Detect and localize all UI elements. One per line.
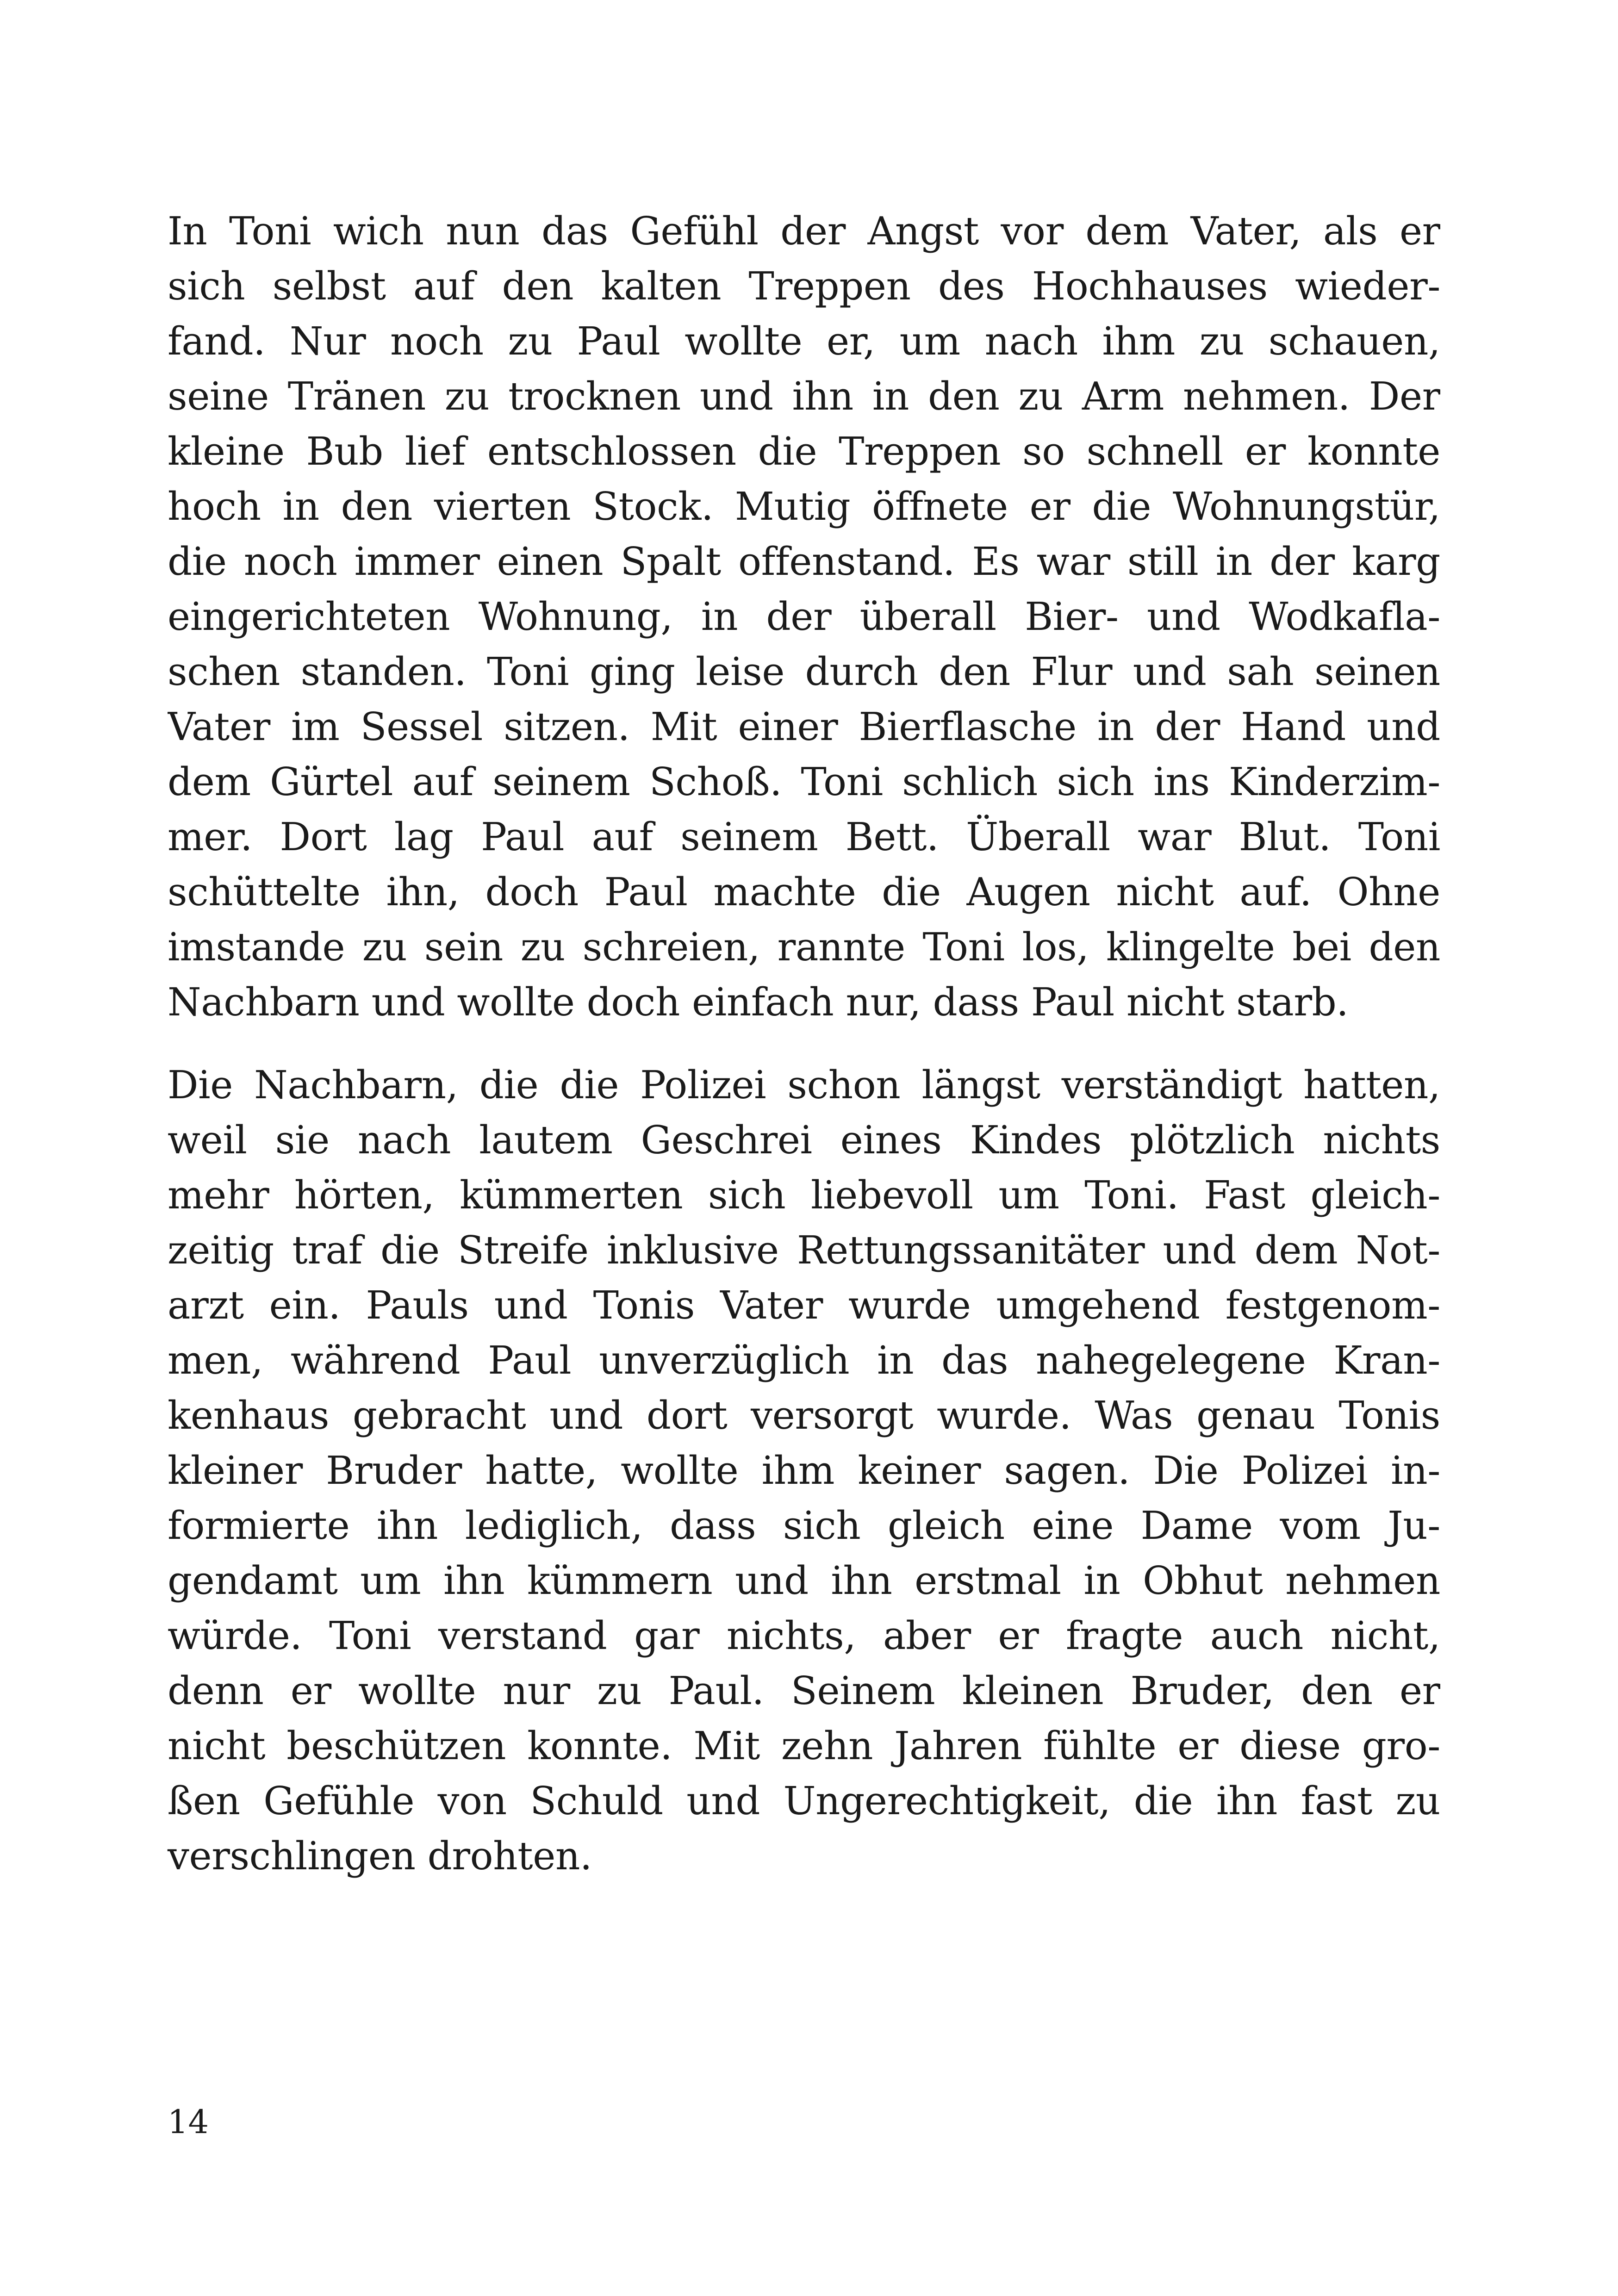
text-line: die noch immer einen Spalt offenstand. Es war still in der karg [168,539,1440,584]
text-line: seine Tränen zu trocknen und ihn in den zu Arm nehmen. Der [168,374,1440,419]
text-line: mehr hörten, kümmerten sich liebevoll um Toni. Fast gleich- [168,1173,1440,1218]
text-line: imstande zu sein zu schreien, rannte Toni los, klingelte bei den [168,925,1440,970]
text-line: würde. Toni verstand gar nichts, aber er fragte auch nicht, [168,1613,1440,1658]
text-line: Nachbarn und wollte doch einfach nur, dass Paul nicht starb. [168,980,1349,1025]
paragraph-1 [168,204,1440,1030]
text-line: hoch in den vierten Stock. Mutig öffnete er die Wohnungstür, [168,484,1440,529]
text-line: kleine Bub lief entschlossen die Treppen so schnell er konnte [168,429,1440,474]
text-line: arzt ein. Pauls und Tonis Vater wurde umgehend festgenom- [168,1283,1440,1328]
text-line: nicht beschützen konnte. Mit zehn Jahren fühlte er diese gro- [168,1724,1440,1768]
text-line: Die Nachbarn, die die Polizei schon längst verständigt hatten, [168,1063,1440,1108]
text-line: ßen Gefühle von Schuld und Ungerechtigkeit, die ihn fast zu [168,1779,1440,1823]
text-line: schen standen. Toni ging leise durch den Flur und sah seinen [168,649,1440,694]
text-line: fand. Nur noch zu Paul wollte er, um nach ihm zu schauen, [168,319,1440,364]
text-line: kenhaus gebracht und dort versorgt wurde. Was genau Tonis [168,1393,1440,1438]
text-line: In Toni wich nun das Gefühl der Angst vor dem Vater, als er [168,209,1440,254]
paragraph-2 [168,1058,1440,1884]
text-line: schüttelte ihn, doch Paul machte die Augen nicht auf. Ohne [168,870,1440,915]
text-line: denn er wollte nur zu Paul. Seinem kleinen Bruder, den er [168,1668,1440,1713]
paragraph-spacer [168,1030,1440,1058]
text-line: men, während Paul unverzüglich in das nahegelegene Kran- [168,1338,1440,1383]
text-line: zeitig traf die Streife inklusive Rettungssanitäter und dem Not- [168,1228,1440,1273]
text-line: sich selbst auf den kalten Treppen des Hochhauses wieder- [168,264,1440,309]
text-line: eingerichteten Wohnung, in der überall Bier- und Wodkafla- [168,594,1440,639]
body-text [168,204,1440,1884]
text-line: kleiner Bruder hatte, wollte ihm keiner sagen. Die Polizei in- [168,1448,1440,1493]
text-line: gendamt um ihn kümmern und ihn erstmal in Obhut nehmen [168,1558,1440,1603]
text-line: verschlingen drohten. [168,1834,592,1879]
text-line: formierte ihn lediglich, dass sich gleich eine Dame vom Ju- [168,1503,1440,1548]
page-number: 14 [168,2103,209,2141]
text-line: mer. Dort lag Paul auf seinem Bett. Überall war Blut. Toni [168,815,1440,859]
text-line: Vater im Sessel sitzen. Mit einer Bierflasche in der Hand und [168,704,1440,749]
text-line: dem Gürtel auf seinem Schoß. Toni schlich sich ins Kinderzim- [168,759,1440,804]
text-line: weil sie nach lautem Geschrei eines Kindes plötzlich nichts [168,1118,1440,1163]
